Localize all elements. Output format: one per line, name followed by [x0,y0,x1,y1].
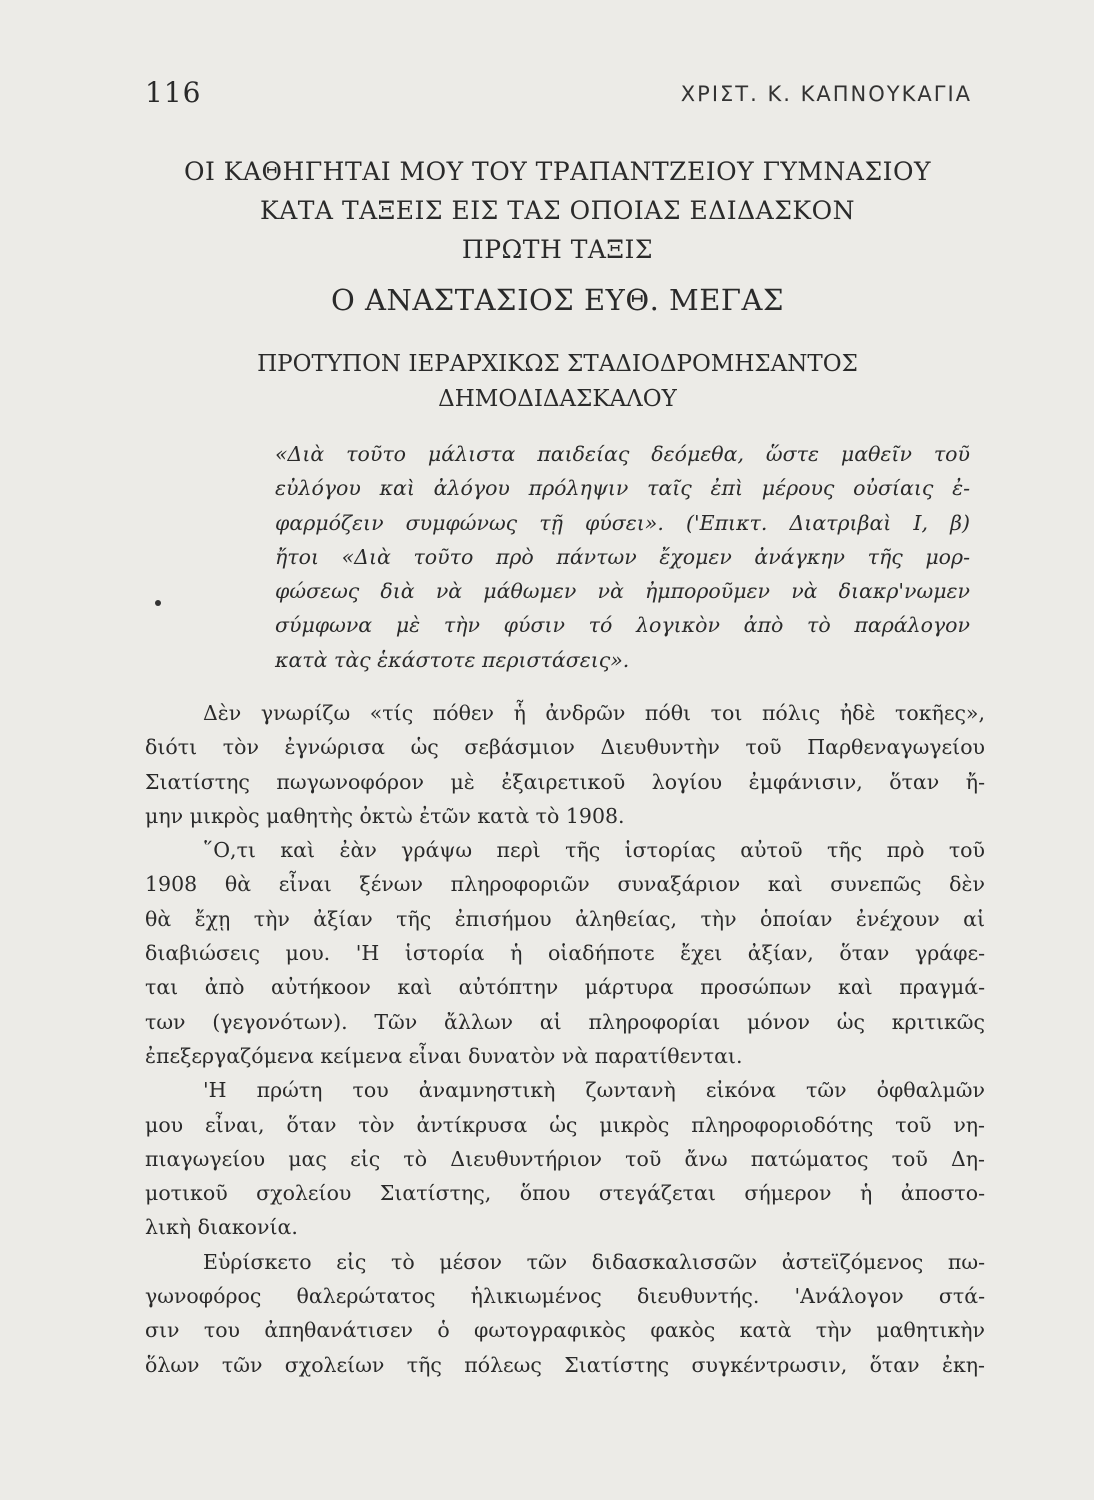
quote-line: «Διὰ τοῦτο μάλιστα παιδείας δεόμεθα, ὥστε μαθεῖν τοῦ [275,442,970,466]
body-line: μην μικρὸς μαθητὴς ὀκτὼ ἐτῶν κατὰ τὸ 1908. [145,803,625,828]
body-line: γωνοφόρος θαλερώτατος ἡλικιωμένος διευθυντής. 'Ανάλογον στά- [145,1284,985,1309]
subtitle-line: ΠΡΟΤΥΠΟΝ ΙΕΡΑΡΧΙΚΩΣ ΣΤΑΔΙΟΔΡΟΜΗΣΑΝΤΟΣ [257,351,858,377]
body-line: σιν του ἀπηθανάτισεν ὁ φωτογραφικὸς φακὸς κατὰ τὴν μαθητικὴν [145,1318,985,1343]
body-line: Σιατίστης πωγωνοφόρον μὲ ἐξαιρετικοῦ λογίου ἐμφάνισιν, ὅταν ἤ- [145,769,985,794]
title-line: ΠΡΩΤΗ ΤΑΞΙΣ [461,235,654,264]
chapter-title [145,152,970,269]
body-line: Εὑρίσκετο εἰς τὸ μέσον τῶν διδασκαλισσῶν ἀστεϊζόμενος πω- [203,1249,985,1274]
running-head: ΧΡΙΣΤ. Κ. ΚΑΠΝΟΥΚΑΓΙΑ [680,82,972,106]
body-line: ὅλων τῶν σχολείων τῆς πόλεως Σιατίστης συγκέντρωσιν, ὅταν ἐκη- [145,1352,985,1377]
margin-mark [155,600,161,606]
body-line: Δὲν γνωρίζω «τίς πόθεν ἧ ἀνδρῶν πόθι τοι πόλις ἠδὲ τοκῆες», [203,701,985,725]
body-line: πιαγωγείου μας εἰς τὸ Διευθυντήριον τοῦ ἄνω πατώματος τοῦ Δη- [145,1146,985,1171]
body-line: ται ἀπὸ αὐτήκοον καὶ αὐτόπτην μάρτυρα προσώπων καὶ πραγμά- [145,975,985,1000]
quote-line: ἤτοι «Διὰ τοῦτο πρὸ πάντων ἔχομεν ἀνάγκην τῆς μορ- [275,544,970,569]
body-line: διότι τὸν ἐγνώρισα ὡς σεβάσμιον Διευθυντὴν τοῦ Παρθεναγωγείου [145,735,985,760]
body-line: θὰ ἔχῃ τὴν ἀξίαν τῆς ἐπισήμου ἀληθείας, τὴν ὁποίαν ἐνέχουν αἱ [145,906,985,931]
section-subtitle [145,347,970,417]
body-line: μοτικοῦ σχολείου Σιατίστης, ὅπου στεγάζεται σήμερον ἡ ἀποστο- [145,1181,985,1206]
epigraph-quote [275,437,970,677]
quote-line: σύμφωνα μὲ τὴν φύσιν τό λογικὸν ἀπὸ τὸ παράλογον [275,613,970,638]
title-line: ΚΑΤΑ ΤΑΞΕΙΣ ΕΙΣ ΤΑΣ ΟΠΟΙΑΣ ΕΔΙΔΑΣΚΟΝ [260,196,855,225]
quote-line: κατὰ τὰς ἑκάστοτε περιστάσεις». [275,647,630,672]
quote-line: φαρμόζειν συμφώνως τῇ φύσει». ('Επικτ. Διατριβαὶ Ι, β) [275,510,970,535]
body-line: ῞Ο,τι καὶ ἐὰν γράψω περὶ τῆς ἱστορίας αὐτοῦ τῆς πρὸ τοῦ [203,838,985,863]
body-line: 1908 θὰ εἶναι ξένων πληροφοριῶν συναξάριον καὶ συνεπῶς δὲν [145,872,985,897]
quote-line: φώσεως διὰ νὰ μάθωμεν νὰ ἠμποροῦμεν νὰ διακρ'νωμεν [275,579,970,604]
body-line: των (γεγονότων). Τῶν ἄλλων αἱ πληροφορίαι μόνον ὡς κριτικῶς [145,1009,985,1034]
quote-line: εὐλόγου καὶ ἀλόγου πρόληψιν ταῖς ἐπὶ μέρους οὐσίαις ἐ- [275,476,970,501]
subtitle-line: ΔΗΜΟΔΙΔΑΣΚΑΛΟΥ [438,386,677,412]
body-line: ἐπεξεργαζόμενα κείμενα εἶναι δυνατὸν νὰ παρατίθενται. [145,1043,743,1068]
section-heading: Ο ΑΝΑΣΤΑΣΙΟΣ ΕΥΘ. ΜΕΓΑΣ [331,283,784,317]
body-line: 'Η πρώτη του ἀναμνηστικὴ ζωντανὴ εἰκόνα τῶν ὀφθαλμῶν [203,1078,985,1103]
title-line: ΟΙ ΚΑΘΗΓΗΤΑΙ ΜΟΥ ΤΟΥ ΤΡΑΠΑΝΤΖΕΙΟΥ ΓΥΜΝΑΣΙΟΥ [183,157,932,186]
body-line: λικὴ διακονία. [145,1215,298,1240]
body-text [145,696,985,1382]
body-line: μου εἶναι, ὅταν τὸν ἀντίκρυσα ὡς μικρὸς πληροφοριοδότης τοῦ νη- [145,1112,985,1137]
page-number: 116 [145,76,202,109]
body-line: διαβιώσεις μου. 'Η ἱστορία ἡ οἱαδήποτε ἔχει ἀξίαν, ὅταν γράφε- [145,941,985,966]
